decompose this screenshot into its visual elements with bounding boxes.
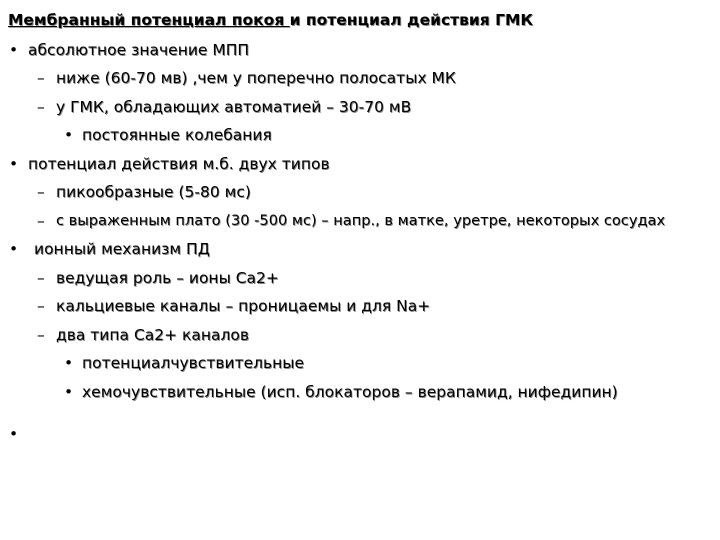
list-item: кальциевые каналы – проницаемы и для Na+ (56, 297, 431, 315)
dash-marker: – (37, 69, 45, 87)
dash-marker: – (37, 297, 45, 315)
list-item: пикообразные (5-80 мс) (56, 183, 251, 201)
bullet-marker: • (9, 240, 19, 258)
list-item: ниже (60-70 мв) ,чем у поперечно полосатых МК (56, 69, 456, 87)
dash-marker: – (37, 183, 45, 201)
bullet-marker: • (64, 383, 74, 401)
title-part-2: и потенциал действия ГМК (289, 11, 534, 29)
list-item: постоянные колебания (82, 126, 272, 144)
list-item: потенциалчувствительные (82, 354, 305, 372)
dash-marker: – (37, 212, 45, 230)
bullet-marker: • (64, 354, 74, 372)
dash-marker: – (37, 326, 45, 344)
list-item: хемочувствительные (исп. блокаторов – верапамид, нифедипин) (82, 383, 618, 401)
list-item: потенциал действия м.б. двух типов (28, 155, 330, 173)
list-item: абсолютное значение МПП (28, 41, 250, 59)
slide-title (8, 10, 533, 30)
bullet-marker: • (9, 41, 19, 59)
list-item: ионный механизм ПД (34, 240, 210, 258)
dash-marker: – (37, 98, 45, 116)
bullet-marker: • (9, 425, 19, 443)
list-item: два типа Са2+ каналов (56, 326, 250, 344)
bullet-marker: • (64, 126, 74, 144)
list-item: ведущая роль – ионы Са2+ (56, 269, 279, 287)
title-part-1: Мембранный потенциал покоя (8, 11, 290, 29)
bullet-marker: • (9, 155, 19, 173)
list-item: с выраженным плато (30 -500 мс) – напр., в матке, уретре, некоторых сосудах (56, 212, 666, 229)
list-item: у ГМК, обладающих автоматией – 30-70 мВ (56, 98, 412, 116)
dash-marker: – (37, 269, 45, 287)
